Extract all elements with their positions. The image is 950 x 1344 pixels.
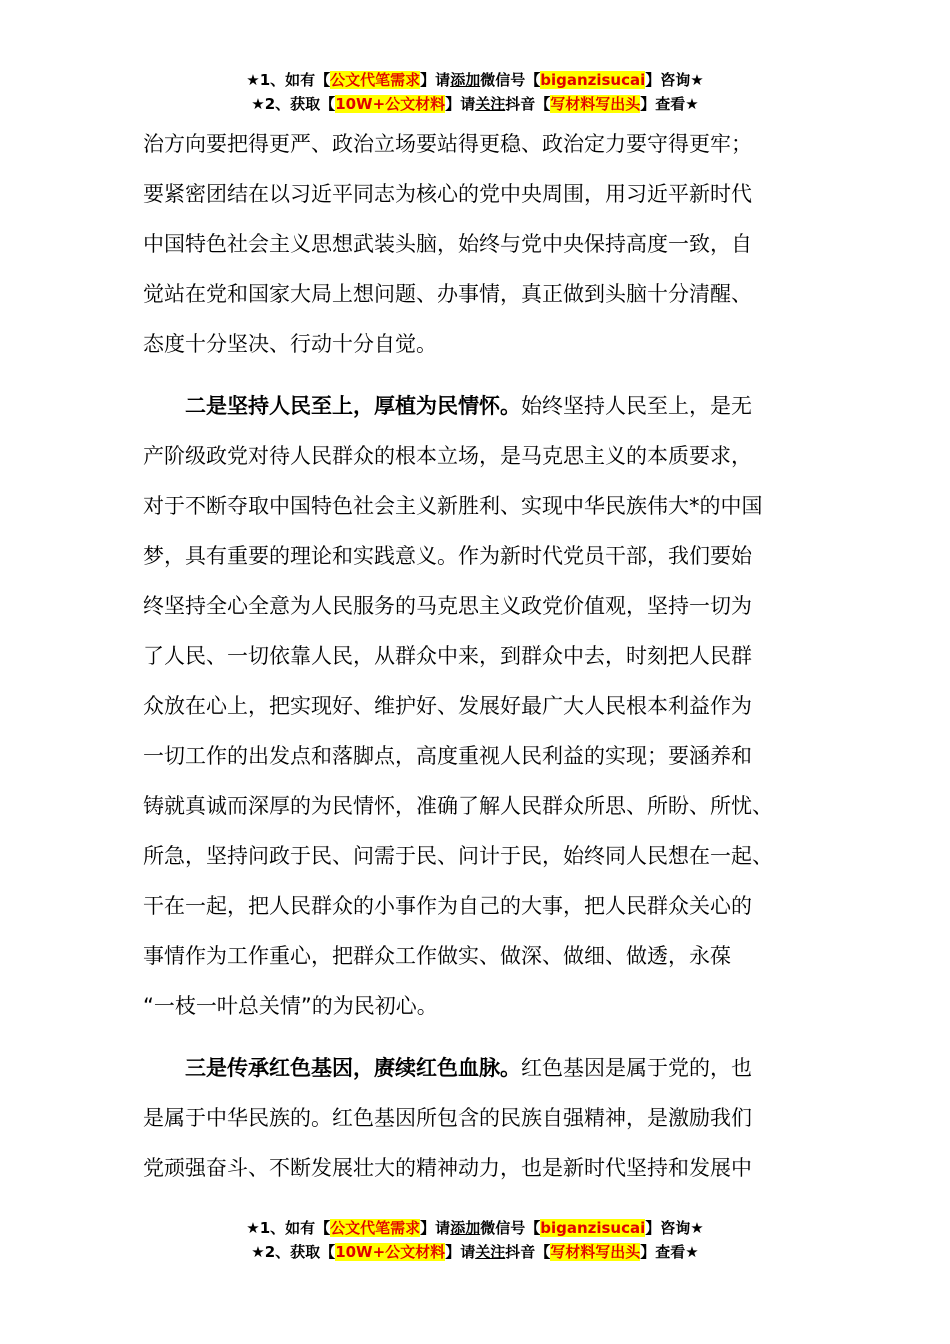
text-line: 三是传承红色基因，赓续红色血脉。红色基因是属于党的，也 [185, 1056, 752, 1080]
banner-highlight: 10W+公文材料 [335, 95, 446, 113]
text-line: 要紧密团结在以习近平同志为核心的党中央周围，用习近平新时代 [143, 182, 752, 206]
text-line: 党顽强奋斗、不断发展壮大的精神动力，也是新时代坚持和发展中 [143, 1156, 752, 1180]
text-line: 干在一起，把人民群众的小事作为自己的大事，把人民群众关心的 [143, 894, 752, 918]
banner-highlight: biganzisucai [540, 1219, 646, 1237]
text-line: 众放在心上，把实现好、维护好、发展好最广大人民根本利益作为 [143, 694, 752, 718]
paragraph [143, 1043, 813, 1193]
banner-highlight: 公文代笔需求 [330, 71, 421, 89]
header-banner [0, 68, 950, 116]
text-line: 所急，坚持问政于民、问需于民、问计于民，始终同人民想在一起、 [143, 844, 773, 868]
text-line: 一切工作的出发点和落脚点，高度重视人民利益的实现；要涵养和 [143, 744, 752, 768]
paragraph [143, 381, 813, 1031]
paragraph [143, 119, 813, 369]
paragraph-lead: 三是传承红色基因，赓续红色血脉。 [185, 1056, 521, 1080]
text-line: 二是坚持人民至上，厚植为民情怀。始终坚持人民至上，是无 [185, 394, 752, 418]
banner-highlight: 公文代笔需求 [330, 1219, 421, 1237]
text-line: 觉站在党和国家大局上想问题、办事情，真正做到头脑十分清醒、 [143, 282, 752, 306]
text-line: 是属于中华民族的。红色基因所包含的民族自强精神，是激励我们 [143, 1106, 752, 1130]
text-line: 事情作为工作重心，把群众工作做实、做深、做细、做透，永葆 [143, 944, 731, 968]
text-line: 产阶级政党对待人民群众的根本立场，是马克思主义的本质要求， [143, 444, 752, 468]
text-line: 终坚持全心全意为人民服务的马克思主义政党价值观，坚持一切为 [143, 594, 752, 618]
text-line: 了人民、一切依靠人民，从群众中来，到群众中去，时刻把人民群 [143, 644, 752, 668]
text-line: 态度十分坚决、行动十分自觉。 [143, 332, 437, 356]
text-line: 对于不断夺取中国特色社会主义新胜利、实现中华民族伟大*的中国 [143, 494, 763, 518]
banner-highlight: biganzisucai [540, 71, 646, 89]
text-line: 中国特色社会主义思想武装头脑，始终与党中央保持高度一致，自 [143, 232, 752, 256]
banner-line-1: ★1、如有【公文代笔需求】请添加微信号【biganzisucai】咨询★ [246, 71, 704, 89]
banner-line-2: ★2、获取【10W+公文材料】请关注抖音【写材料写出头】查看★ [251, 95, 699, 113]
text-line: 铸就真诚而深厚的为民情怀，准确了解人民群众所思、所盼、所忧、 [143, 794, 773, 818]
text-line: “一枝一叶总关情”的为民初心。 [143, 994, 438, 1018]
banner-highlight: 10W+公文材料 [335, 1243, 446, 1261]
banner-line-1: ★1、如有【公文代笔需求】请添加微信号【biganzisucai】咨询★ [246, 1219, 704, 1237]
banner-highlight: 写材料写出头 [550, 1243, 641, 1261]
text-line: 梦，具有重要的理论和实践意义。作为新时代党员干部，我们要始 [143, 544, 752, 568]
footer-banner [0, 1216, 950, 1264]
document-body [143, 119, 813, 1193]
text-line: 治方向要把得更严、政治立场要站得更稳、政治定力要守得更牢； [143, 132, 752, 156]
banner-highlight: 写材料写出头 [550, 95, 641, 113]
banner-line-2: ★2、获取【10W+公文材料】请关注抖音【写材料写出头】查看★ [251, 1243, 699, 1261]
paragraph-lead: 二是坚持人民至上，厚植为民情怀。 [185, 394, 521, 418]
